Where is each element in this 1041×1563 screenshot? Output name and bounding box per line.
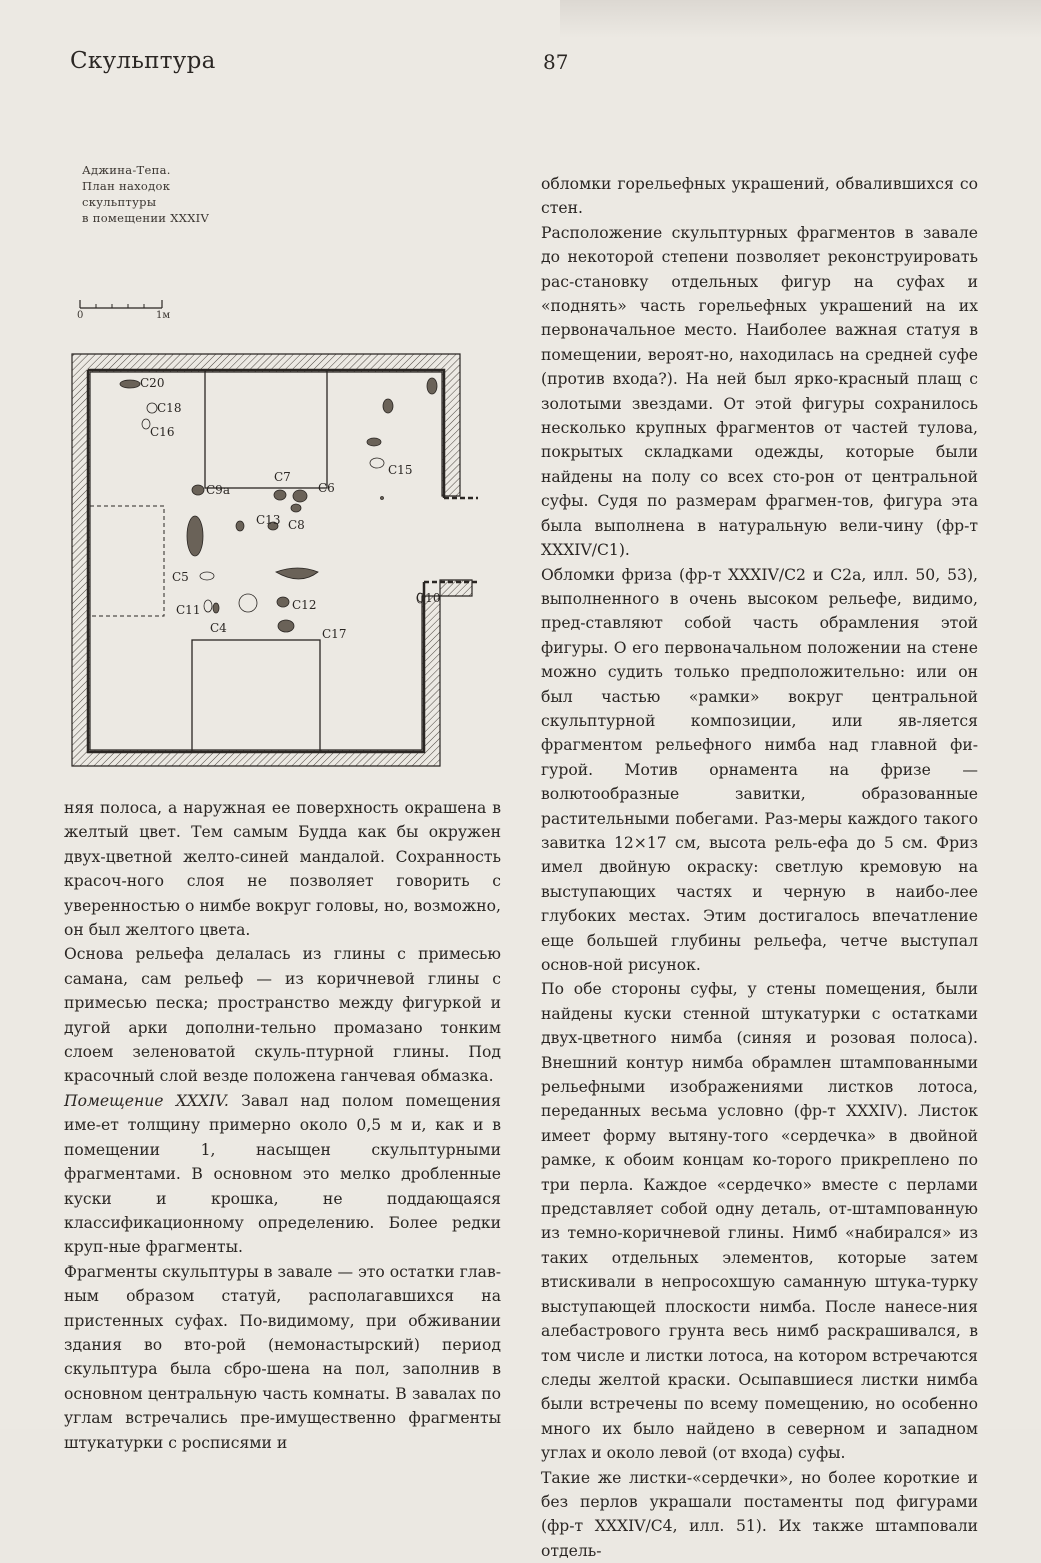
plan-label-c18: C18: [157, 401, 182, 415]
south-sufa: [192, 640, 320, 752]
plan-label-c9a: C9a: [206, 483, 230, 497]
room-plan-drawing: [68, 346, 478, 774]
left-text-column: [64, 796, 501, 1455]
plan-label-c15: C15: [388, 463, 413, 477]
scale-start-label: 0: [77, 310, 84, 321]
north-sufa: [205, 370, 327, 488]
plan-label-c17: C17: [322, 627, 347, 641]
page-number: 87: [543, 50, 569, 74]
west-sufa: [90, 506, 164, 616]
paragraph: Фрагменты скульптуры в завале — это остатки глав-ным образом статуй, располагавшихся на пристенных суфах. По-видимому, при обживании здания во вто-рой (немонастырский) период скульптура была сбро-шена на пол, заполнив в основном центральную часть комнаты. В завалах по углам встречались пре-имущественно фрагменты штукатурки с росписями и: [64, 1262, 501, 1452]
plan-label-c8: C8: [288, 518, 305, 532]
plan-label-c7: C7: [274, 470, 291, 484]
plan-label-c6: C6: [318, 481, 335, 495]
caption-line: в помещении XXXIV: [82, 211, 210, 225]
section-lead: Помещение XXXIV.: [64, 1091, 229, 1110]
scale-bar: [76, 294, 206, 330]
paragraph-text: Завал над полом помещения име-ет толщину примерно около 0,5 м и, как и в помещении 1, насыщен скульптурными фрагментами. В основном это мелко дробленные куски и крошка, не поддающаяся классификационному определению. Более редки круп-ные фрагменты.: [64, 1091, 502, 1257]
paragraph: Такие же листки-«сердечки», но более короткие и без перлов украшали постаменты под фигурами (фр-т XXXIV/C4, илл. 51). Их также штамповали отдель-: [541, 1468, 978, 1560]
paragraph: няя полоса, а наружная ее поверхность окрашена в желтый цвет. Тем самым Будда как бы окружен двух-цветной желто-синей мандалой. Сохранность красоч-ного слоя не позволяет говорить с уверенностью о нимбе вокруг головы, но, возможно, он был желтого цвета.: [64, 799, 501, 940]
paragraph: Основа рельефа делалась из глины с примесью самана, сам рельеф — из коричневой глины с примесью песка; пространство между фигуркой и дугой арки дополни-тельно промазано тонким слоем зеленоватой скуль-птурной глины. Под красочный слой везде положена ганчевая обмазка.: [64, 945, 501, 1086]
scale-end-label: 1м: [156, 310, 171, 321]
fragment-marks: [120, 378, 437, 632]
plan-label-c12: C12: [292, 598, 317, 612]
caption-line: Аджина-Тепа.: [82, 163, 171, 177]
wall-hatching: [72, 354, 472, 766]
plan-label-c16: C16: [150, 425, 175, 439]
caption-line: План находок: [82, 179, 171, 193]
plan-label-c13: C13: [256, 513, 281, 527]
paragraph: [64, 1089, 501, 1260]
paragraph: Расположение скульптурных фрагментов в завале до некоторой степени позволяет реконструировать рас-становку отдельных фигур на суфах и «поднять» часть горельефных украшений на их первоначальное место. Наиболее важная статуя в помещении, вероят-но, находилась на средней суфе (против входа?). На ней был ярко-красный плащ с золотыми звездами. От этой фигуры сохранилось несколько крупных фрагментов от частей тулова, покрытых складками одежды, которые были найдены на полу со всех сто-рон от центральной суфы. Судя по размерам фрагмен-тов, фигура эта была выполнена в натуральную вели-чину (фр-т XXXIV/C1).: [541, 223, 978, 560]
plan-label-c11: C11: [176, 603, 201, 617]
scale-bar-graphic: [76, 294, 206, 316]
right-text-column: [541, 172, 978, 1563]
plan-label-c5: C5: [172, 570, 189, 584]
caption-line: скульптуры: [82, 195, 157, 209]
running-header-title: Скульптура: [70, 48, 216, 74]
plan-label-c4: C4: [210, 621, 227, 635]
plan-label-c10: C10: [416, 591, 441, 605]
plan-label-c20: C20: [140, 376, 165, 390]
facing-page-bleed: [560, 0, 1041, 38]
paragraph: По обе стороны суфы, у стены помещения, были найдены куски стенной штукатурки с остатками двух-цветного нимба (синяя и розовая полоса). Внешний контур нимба обрамлен штампованными рельефными изображениями листков лотоса, переданных весьма условно (фр-т XXXIV). Листок имеет форму вытяну-того «сердечка» в двойной рамке, к обоим концам ко-торого прикреплено по три перла. Каждое «сердечко» вместе с перлами представляет собой одну деталь, от-штампованную из темно-коричневой глины. Нимб «набирался» из таких отдельных элементов, которые затем втискивали в непросохшую саманную штука-турку выступающей плоскости нимба. После нанесе-ния алебастрового грунта весь нимб раскрашивался, в том числе и листки лотоса, на котором встречаются следы желтой краски. Осыпавшиеся листки нимба были встречены по всему помещению, но особенно много их было найдено в северном и западном углах и около левой (от входа) суфы.: [541, 980, 978, 1463]
paragraph: обломки горельефных украшений, обвалившихся со стен.: [541, 175, 978, 218]
paragraph: Обломки фриза (фр-т XXXIV/C2 и C2a, илл. 50, 53), выполненного в очень высоком рельефе, видимо, пред-ставляют собой часть обрамления этой фигуры. О его первоначальном положении на стене можно судить только предположительно: или он был частью «рамки» вокруг центральной скульптурной композиции, или яв-ляется фрагментом рельефного нимба над главной фи-гурой. Мотив орнамента на фризе — волютообразные завитки, образованные растительными побегами. Раз-меры каждого такого завитка 12×17 см, высота рель-ефа до 5 см. Фриз имел двойную окраску: светлую кремовую на выступающих частях и черную в наибо-лее глубоких местах. Этим достигалось впечатление еще большей глубины рельефа, четче выступал основ-ной рисунок.: [541, 565, 978, 974]
figure-caption: [82, 162, 282, 226]
